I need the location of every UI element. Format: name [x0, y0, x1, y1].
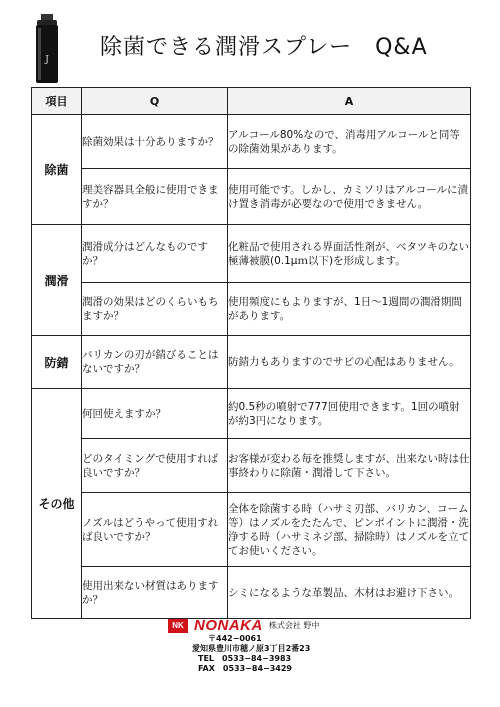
- answer-cell: お客様が変わる毎を推奨しますが、出来ない時は仕事終わりに除菌・潤滑して下さい。: [228, 439, 471, 493]
- table-row: [32, 439, 471, 493]
- page-title: 除菌できる潤滑スプレー Q&A: [100, 35, 428, 60]
- company-logo-row: [168, 617, 368, 634]
- category-other: その他: [32, 389, 82, 619]
- answer-cell: アルコール80%なので、消毒用アルコールと同等の除菌効果があります。: [228, 115, 471, 169]
- fax: FAX 0533−84−3429: [198, 664, 292, 673]
- question-cell: 潤滑成分はどんなものですか？: [82, 225, 228, 283]
- question-cell: 理美容器具全般に使用できますか？: [82, 169, 228, 225]
- address: 愛知県豊川市穂ノ原3丁目2番23: [192, 644, 311, 653]
- header-question: Q: [82, 88, 228, 115]
- table-row: [32, 389, 471, 439]
- table-row: [32, 336, 471, 389]
- postal-code: 〒442−0061: [208, 634, 262, 643]
- qa-table: [31, 87, 471, 619]
- question-cell: 何回使えますか？: [82, 389, 228, 439]
- table-header-row: [32, 88, 471, 115]
- spray-can-image: [34, 14, 60, 84]
- table-row: [32, 115, 471, 169]
- company-name: 株式会社 野中: [268, 621, 320, 630]
- answer-cell: 約0.5秒の噴射で777回使用できます。1回の噴射が約3円になります。: [228, 389, 471, 439]
- header-answer: A: [228, 88, 471, 115]
- answer-cell: 防錆力もありますのでサビの心配はありません。: [228, 336, 471, 389]
- telephone: TEL 0533−84−3983: [198, 654, 292, 663]
- category-lubrication: 潤滑: [32, 225, 82, 336]
- category-rust-prevention: 防錆: [32, 336, 82, 389]
- nonaka-logo-text: NONAKA: [194, 617, 263, 634]
- question-cell: 除菌効果は十分ありますか？: [82, 115, 228, 169]
- answer-cell: 化粧品で使用される界面活性剤が、ベタツキのない極薄被膜(0.1μｍ以下)を形成します。: [228, 225, 471, 283]
- answer-cell: 使用可能です。しかし、カミソリはアルコールに漬け置き消毒が必要なので使用できません。: [228, 169, 471, 225]
- question-cell: バリカンの刃が錆びることはないですか？: [82, 336, 228, 389]
- question-cell: ノズルはどうやって使用すれば良いですか？: [82, 493, 228, 567]
- svg-text:J: J: [45, 55, 49, 65]
- table-row: [32, 225, 471, 283]
- table-row: [32, 493, 471, 567]
- category-disinfection: 除菌: [32, 115, 82, 225]
- table-row: [32, 567, 471, 619]
- answer-cell: 使用頻度にもよりますが、1日～1週間の潤滑期間があります。: [228, 283, 471, 336]
- nonaka-logo-mark: NK: [168, 619, 188, 633]
- header-category: 項目: [32, 88, 82, 115]
- company-footer: [168, 617, 368, 674]
- answer-cell: シミになるような革製品、木材はお避け下さい。: [228, 567, 471, 619]
- question-cell: どのタイミングで使用すれば良いですか？: [82, 439, 228, 493]
- question-cell: 使用出来ない材質はありますか？: [82, 567, 228, 619]
- answer-cell: 全体を除菌する時（ハサミ刃部、バリカン、コーム等）はノズルをたたんで、ピンポイントに潤滑・洗浄する時（ハサミネジ部、掃除時）はノズルを立ててお使いください。: [228, 493, 471, 567]
- table-row: [32, 169, 471, 225]
- question-cell: 潤滑の効果はどのくらいもちますか？: [82, 283, 228, 336]
- table-row: [32, 283, 471, 336]
